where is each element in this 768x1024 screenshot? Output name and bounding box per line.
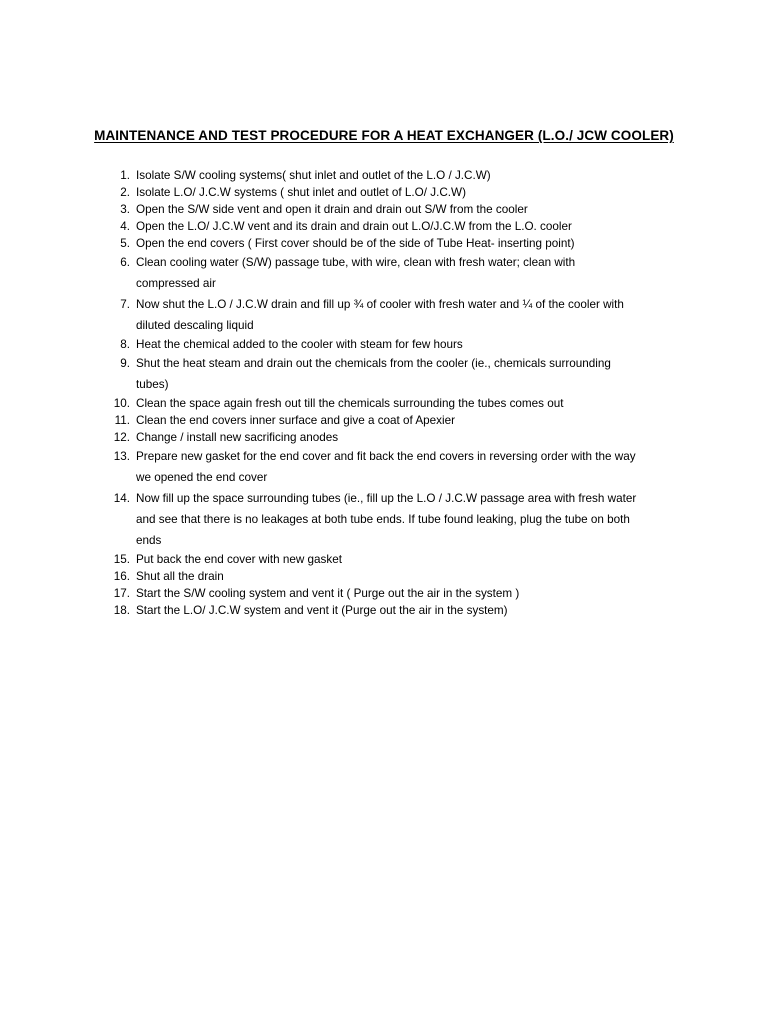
step-number: 12. xyxy=(113,431,130,444)
list-item xyxy=(104,395,704,412)
list-item xyxy=(104,201,704,218)
step-text-line: tubes) xyxy=(136,378,169,391)
step-text-line: and see that there is no leakages at both tube ends. If tube found leaking, plug the tube on both xyxy=(136,513,630,526)
step-text-line: Clean cooling water (S/W) passage tube, with wire, clean with fresh water; clean with xyxy=(136,256,576,269)
list-item xyxy=(104,551,704,568)
step-text: Shut all the drain xyxy=(136,570,224,583)
list-item xyxy=(104,602,704,619)
list-item xyxy=(104,429,704,446)
step-number: 6. xyxy=(120,256,130,269)
list-item xyxy=(104,294,704,336)
step-text: Isolate S/W cooling systems( shut inlet and outlet of the L.O / J.C.W) xyxy=(136,169,491,182)
step-number: 2. xyxy=(120,186,130,199)
step-text-line: Prepare new gasket for the end cover and fit back the end covers in reversing order with the way xyxy=(136,450,636,463)
step-text-line: Now shut the L.O / J.C.W drain and fill up ¾ of cooler with fresh water and ¼ of the cooler with xyxy=(136,298,624,311)
step-text-line: diluted descaling liquid xyxy=(136,319,254,332)
step-text-line: Now fill up the space surrounding tubes (ie., fill up the L.O / J.C.W passage area with fresh water xyxy=(136,492,637,505)
step-text: Change / install new sacrificing anodes xyxy=(136,431,339,444)
step-text: Isolate L.O/ J.C.W systems ( shut inlet and outlet of L.O/ J.C.W) xyxy=(136,186,466,199)
step-number: 9. xyxy=(120,357,130,370)
list-item xyxy=(104,585,704,602)
step-number: 13. xyxy=(113,450,130,463)
page-title-text: MAINTENANCE AND TEST PROCEDURE FOR A HEAT EXCHANGER (L.O./ JCW COOLER) xyxy=(94,128,674,143)
step-text: Clean the end covers inner surface and give a coat of Apexier xyxy=(136,414,456,427)
step-number: 8. xyxy=(120,338,130,351)
step-number: 15. xyxy=(113,553,130,566)
step-text: Open the S/W side vent and open it drain and drain out S/W from the cooler xyxy=(136,203,528,216)
list-item xyxy=(104,184,704,201)
step-number: 18. xyxy=(113,604,130,617)
step-text-line: we opened the end cover xyxy=(136,471,268,484)
procedure-list xyxy=(104,167,704,619)
step-number: 1. xyxy=(120,169,130,182)
step-text: Put back the end cover with new gasket xyxy=(136,553,342,566)
step-number: 17. xyxy=(113,587,130,600)
step-text-line: ends xyxy=(136,534,162,547)
list-item xyxy=(104,218,704,235)
step-number: 5. xyxy=(120,237,130,250)
step-text: Start the S/W cooling system and vent it ( Purge out the air in the system ) xyxy=(136,587,520,600)
list-item xyxy=(104,488,704,551)
step-number: 14. xyxy=(113,492,130,505)
list-item xyxy=(104,353,704,395)
step-text-line: Shut the heat steam and drain out the chemicals from the cooler (ie., chemicals surrounding xyxy=(136,357,611,370)
step-number: 10. xyxy=(113,397,130,410)
list-item xyxy=(104,252,704,294)
step-number: 7. xyxy=(120,298,130,311)
step-number: 11. xyxy=(114,414,130,427)
page-title xyxy=(0,128,768,143)
step-text: Clean the space again fresh out till the chemicals surrounding the tubes comes out xyxy=(136,397,564,410)
list-item xyxy=(104,446,704,488)
step-text: Open the L.O/ J.C.W vent and its drain and drain out L.O/J.C.W from the L.O. cooler xyxy=(136,220,572,233)
step-text-line: compressed air xyxy=(136,277,216,290)
list-item xyxy=(104,336,704,353)
step-number: 4. xyxy=(120,220,130,233)
step-number: 16. xyxy=(113,570,130,583)
step-text: Heat the chemical added to the cooler with steam for few hours xyxy=(136,338,463,351)
list-item xyxy=(104,235,704,252)
list-item xyxy=(104,412,704,429)
step-number: 3. xyxy=(120,203,130,216)
step-text: Start the L.O/ J.C.W system and vent it (Purge out the air in the system) xyxy=(136,604,508,617)
list-item xyxy=(104,167,704,184)
list-item xyxy=(104,568,704,585)
step-text: Open the end covers ( First cover should be of the side of Tube Heat- inserting point) xyxy=(136,237,575,250)
